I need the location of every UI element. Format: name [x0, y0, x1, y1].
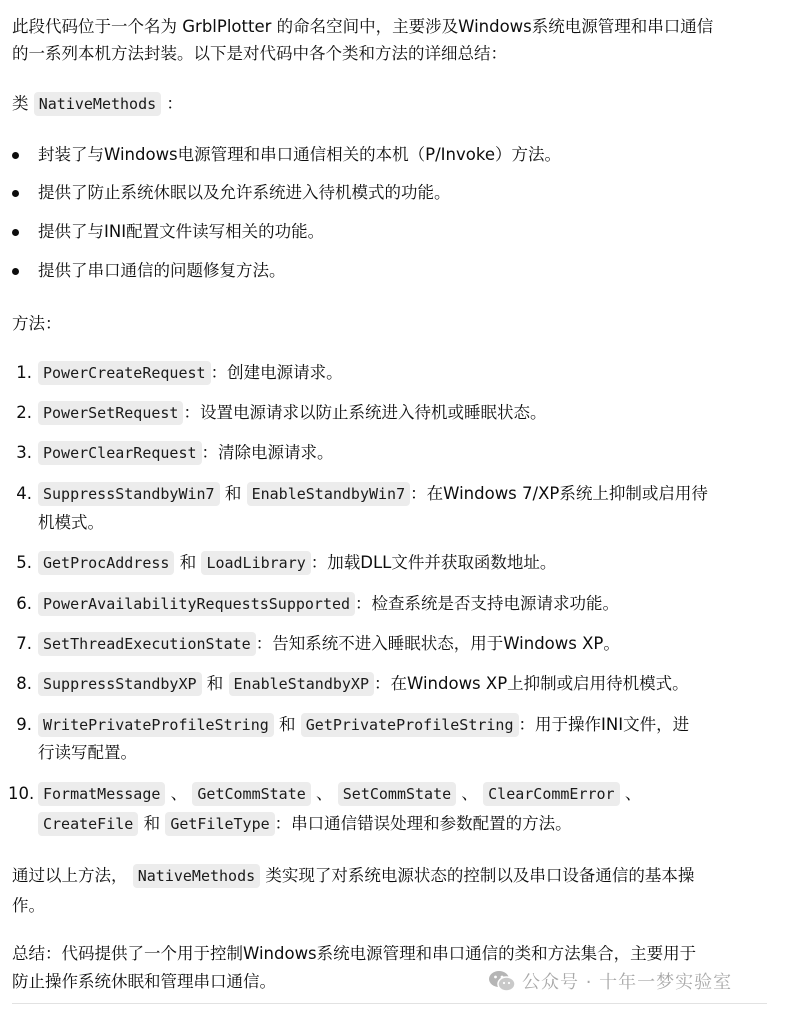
- method-and: 和: [279, 715, 296, 734]
- feature-item: 提供了与INI配置文件读写相关的功能。: [38, 222, 325, 241]
- feature-item: 封装了与Windows电源管理和串口通信相关的本机（P/Invoke）方法。: [38, 145, 561, 164]
- intro-line-1: 此段代码位于一个名为 GrblPlotter 的命名空间中，主要涉及Windows系统电源管理和串口通信: [12, 17, 714, 36]
- bullet-icon: [12, 152, 19, 159]
- bullet-icon: [12, 229, 19, 236]
- method-desc: ：清除电源请求。: [201, 443, 334, 462]
- method-desc-continued: 行读写配置。: [38, 743, 137, 762]
- method-number: 8.: [16, 674, 32, 693]
- watermark: [488, 966, 732, 996]
- method-code: SetThreadExecutionState: [38, 632, 256, 656]
- method-number: 2.: [16, 403, 32, 422]
- method-code: PowerClearRequest: [38, 441, 202, 465]
- method-item: [38, 592, 619, 616]
- method-code: GetProcAddress: [38, 551, 174, 575]
- methods-heading: 方法：: [12, 314, 62, 333]
- method-desc: ：设置电源请求以防止系统进入待机或睡眠状态。: [183, 403, 547, 422]
- method-desc: ：在Windows 7/XP系统上抑制或启用待: [410, 484, 708, 503]
- method-desc: ：告知系统不进入睡眠状态，用于Windows XP。: [255, 634, 620, 653]
- method-code: LoadLibrary: [201, 551, 310, 575]
- method-code: EnableStandbyWin7: [247, 482, 411, 506]
- method-number: 7.: [16, 634, 32, 653]
- method-number: 5.: [16, 553, 32, 572]
- method-code: GetCommState: [192, 782, 310, 806]
- summary-line-2: 防止操作系统休眠和管理串口通信。: [12, 972, 276, 991]
- method-code: SuppressStandbyWin7: [38, 482, 220, 506]
- watermark-text: 公众号 · 十年一梦实验室: [522, 972, 733, 993]
- method-desc: ：加载DLL文件并获取函数地址。: [310, 553, 557, 572]
- method-number: 1.: [16, 363, 32, 382]
- method-code: SuppressStandbyXP: [38, 672, 202, 696]
- method-code: ClearCommError: [483, 782, 619, 806]
- class-heading-suffix: ：: [166, 94, 183, 113]
- wechat-icon: [488, 969, 516, 993]
- method-code: EnableStandbyXP: [229, 672, 374, 696]
- method-desc: ：检查系统是否支持电源请求功能。: [355, 594, 620, 613]
- method-item: [38, 482, 708, 506]
- method-code: FormatMessage: [38, 782, 165, 806]
- method-sep: 、: [624, 784, 642, 803]
- summary-line-1: 总结：代码提供了一个用于控制Windows系统电源管理和串口通信的类和方法集合，主要用于: [12, 944, 697, 963]
- method-item: [38, 551, 556, 575]
- conclusion-line-2: 作。: [12, 896, 45, 915]
- method-item: [38, 672, 689, 696]
- method-sep: 、: [316, 784, 333, 803]
- class-name-code: NativeMethods: [133, 864, 260, 888]
- conclusion-prefix: 通过以上方法，: [12, 866, 128, 885]
- method-item: [38, 782, 641, 806]
- intro-line-2: 的一系列本机方法封装。以下是对代码中各个类和方法的详细总结：: [12, 44, 507, 63]
- method-code: PowerAvailabilityRequestsSupported: [38, 592, 355, 616]
- method-and: 和: [179, 553, 197, 572]
- method-code: GetPrivateProfileString: [301, 713, 519, 737]
- class-heading: [12, 92, 183, 116]
- method-item: [38, 713, 689, 737]
- method-item-continued: [38, 812, 572, 836]
- method-code: SetCommState: [338, 782, 456, 806]
- method-and: 和: [206, 674, 224, 693]
- method-sep: 、: [461, 784, 478, 803]
- method-number: 4.: [16, 484, 32, 503]
- feature-item: 提供了防止系统休眠以及允许系统进入待机模式的功能。: [38, 183, 451, 202]
- method-and: 和: [224, 484, 242, 503]
- conclusion-suffix: 类实现了对系统电源状态的控制以及串口设备通信的基本操: [265, 866, 695, 885]
- bullet-icon: [12, 268, 19, 275]
- class-name-code: NativeMethods: [34, 92, 161, 116]
- method-code: PowerSetRequest: [38, 401, 183, 425]
- method-code: CreateFile: [38, 812, 138, 836]
- method-desc: ：创建电源请求。: [210, 363, 343, 382]
- method-number: 9.: [16, 715, 32, 734]
- method-desc: ：串口通信错误处理和参数配置的方法。: [274, 814, 572, 833]
- method-number: 6.: [16, 594, 32, 613]
- method-item: [38, 441, 334, 465]
- divider: [12, 1003, 767, 1004]
- method-sep: 、: [170, 784, 188, 803]
- method-and: 和: [143, 814, 161, 833]
- feature-item: 提供了串口通信的问题修复方法。: [38, 261, 286, 280]
- method-desc: ：在Windows XP上抑制或启用待机模式。: [374, 674, 689, 693]
- method-number: 10.: [8, 784, 35, 803]
- method-desc: ：用于操作INI文件，进: [518, 715, 690, 734]
- class-heading-prefix: 类: [12, 94, 29, 113]
- method-item: [38, 632, 620, 656]
- method-code: PowerCreateRequest: [38, 361, 211, 385]
- method-code: GetFileType: [165, 812, 274, 836]
- bullet-icon: [12, 190, 19, 197]
- method-item: [38, 361, 343, 385]
- method-code: WritePrivateProfileString: [38, 713, 274, 737]
- conclusion-line-1: [12, 864, 694, 888]
- method-item: [38, 401, 546, 425]
- method-number: 3.: [16, 443, 32, 462]
- method-desc-continued: 机模式。: [38, 513, 104, 532]
